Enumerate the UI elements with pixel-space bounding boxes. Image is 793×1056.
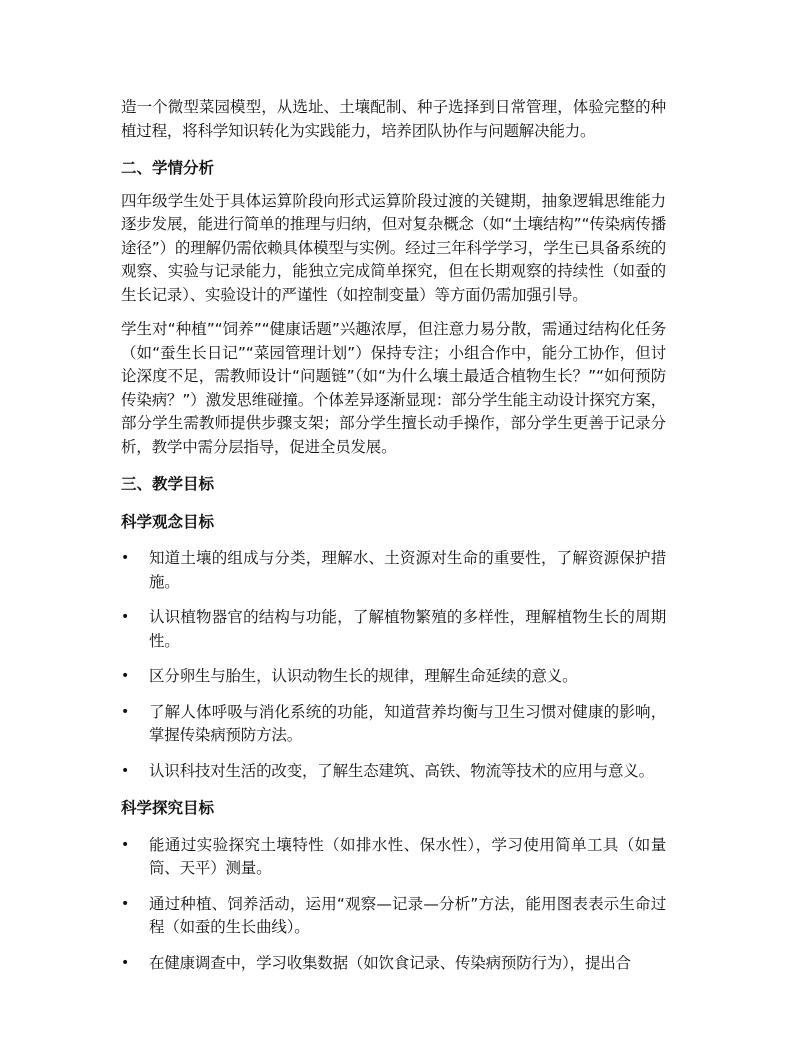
list-item [121, 834, 666, 881]
subsection-title-science-inquiry: 科学探究目标 [121, 799, 215, 817]
list-item [121, 547, 666, 594]
list-item-text: 知道土壤的组成与分类，理解水、土资源对生命的重要性，了解资源保护措施。 [149, 549, 666, 591]
list-item [121, 701, 666, 748]
list-item-text: 区分卵生与胎生，认识动物生长的规律，理解生命延续的意义。 [149, 667, 578, 685]
bullet-icon: • [121, 668, 130, 684]
science-inquiry-list [121, 834, 666, 976]
list-item-text: 在健康调查中，学习收集数据（如饮食记录、传染病预防行为），提出合 [149, 953, 631, 972]
document-page [121, 96, 666, 987]
list-item [121, 665, 666, 689]
learning-analysis-paragraph-2: 学生对“种植”“饲养”“健康话题”兴趣浓厚，但注意力易分散，需通过结构化任务（如“蚕生长日记”“菜园管理计划”）保持专注；小组合作中，能分工协作，但讨论深度不足，需教师设计“问题链”（如“为什么壤土最适合植物生长？”“如何预防传染病？”）激发思维碰撞。个体差异逐渐显现：部分学生能主动设计探究方案，部分学生需教师提供步骤支架；部分学生擅长动手操作，部分学生更善于记录分析，教学中需分层指导，促进全员发展。 [121, 320, 666, 456]
list-item [121, 893, 666, 940]
section-title-teaching-goals: 三、教学目标 [121, 475, 215, 493]
bullet-icon: • [121, 762, 130, 779]
list-item-text: 认识植物器官的结构与功能，了解植物繁殖的多样性，理解植物生长的周期性。 [149, 608, 666, 650]
learning-analysis-paragraph-1: 四年级学生处于具体运算阶段向形式运算阶段过渡的关键期，抽象逻辑思维能力逐步发展，能进行简单的推理与归纳，但对复杂概念（如“土壤结构”“传染病传播途径”）的理解仍需依赖具体模型与实例。经过三年科学学习，学生已具备系统的观察、实验与记录能力，能独立完成简单探究，但在长期观察的持续性（如蚕的生长记录）、实验设计的严谨性（如控制变量）等方面仍需加强引导。 [121, 191, 666, 304]
list-item [121, 760, 666, 784]
list-item [121, 606, 666, 653]
bullet-icon: • [121, 895, 130, 912]
bullet-icon: • [121, 550, 130, 566]
list-item-text: 能通过实验探究土壤特性（如排水性、保水性），学习使用简单工具（如量筒、天平）测量。 [149, 835, 666, 877]
intro-paragraph-tail: 造一个微型菜园模型，从选址、土壤配制、种子选择到日常管理，体验完整的种植过程，将科学知识转化为实践能力，培养团队协作与问题解决能力。 [121, 98, 666, 140]
bullet-icon: • [121, 836, 130, 853]
section-title-learning-analysis: 二、学情分析 [121, 159, 215, 177]
subsection-title-science-concepts: 科学观念目标 [121, 512, 215, 531]
bullet-icon: • [121, 703, 130, 720]
bullet-icon: • [121, 954, 130, 971]
list-item-text: 了解人体呼吸与消化系统的功能，知道营养均衡与卫生习惯对健康的影响，掌握传染病预防方法。 [149, 702, 666, 744]
science-concepts-list [121, 547, 666, 783]
list-item [121, 952, 666, 976]
list-item-text: 通过种植、饲养活动，运用“观察—记录—分析”方法，能用图表表示生命过程（如蚕的生长曲线）。 [149, 894, 666, 936]
list-item-text: 认识科技对生活的改变，了解生态建筑、高铁、物流等技术的应用与意义。 [149, 761, 654, 780]
bullet-icon: • [121, 609, 130, 625]
